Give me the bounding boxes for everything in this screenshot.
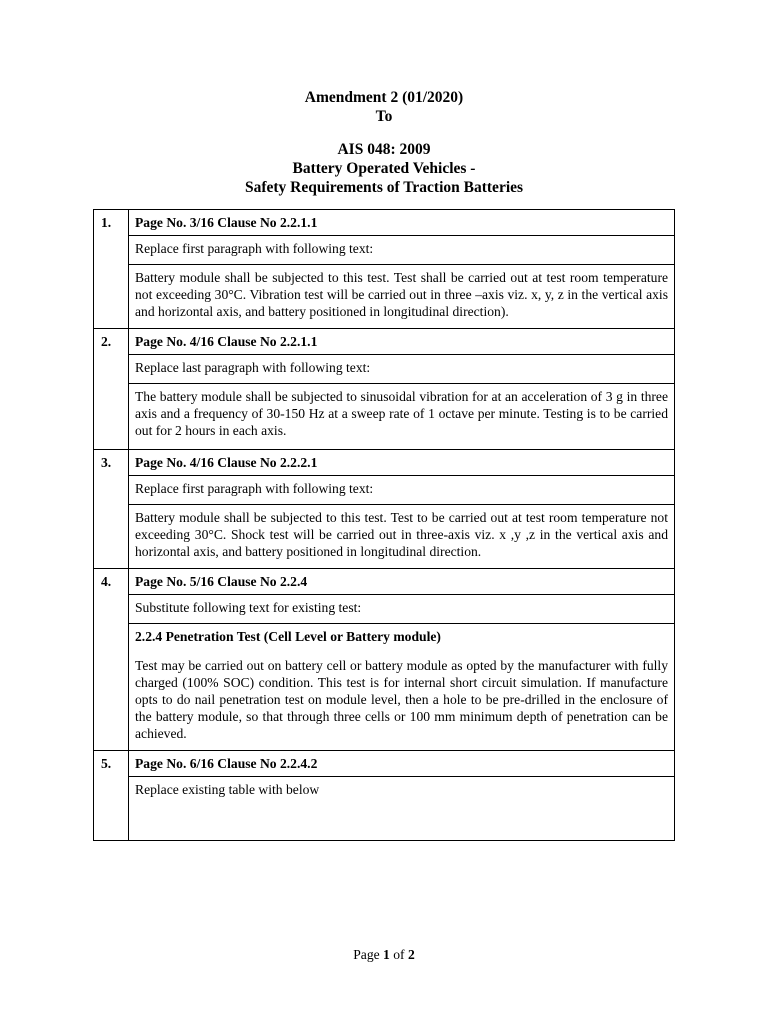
- page-of-label: of: [389, 947, 408, 962]
- standard-title-line1: Battery Operated Vehicles -: [292, 160, 476, 177]
- table-row: [94, 450, 675, 476]
- item-instruction: Replace first paragraph with following text:: [129, 476, 675, 505]
- item-number: 4.: [94, 569, 129, 751]
- table-row: [94, 751, 675, 777]
- item-text: Battery module shall be subjected to this test. Test shall be carried out at test room temperature not exceeding 30°C. Vibration test will be carried out in three –axis viz. x, y, z in the vertical axis and horizontal axis, and battery positioned in longitudinal direction).: [129, 265, 675, 329]
- item-heading: Page No. 3/16 Clause No 2.2.1.1: [129, 210, 675, 236]
- item-text-cell: [129, 624, 675, 751]
- amendment-to: To: [375, 108, 393, 125]
- table-row: [94, 265, 675, 329]
- table-row: [94, 595, 675, 624]
- item-instruction: Replace first paragraph with following text:: [129, 236, 675, 265]
- table-row: [94, 476, 675, 505]
- table-row: [94, 384, 675, 450]
- table-row: [94, 355, 675, 384]
- item-heading: Page No. 4/16 Clause No 2.2.1.1: [129, 329, 675, 355]
- item-heading: Page No. 4/16 Clause No 2.2.2.1: [129, 450, 675, 476]
- item-instruction: Replace last paragraph with following text:: [129, 355, 675, 384]
- page-current: 1: [383, 947, 390, 962]
- amendment-table: [93, 209, 675, 841]
- item-heading: Page No. 6/16 Clause No 2.2.4.2: [129, 751, 675, 777]
- table-row: [94, 210, 675, 236]
- standard-number: AIS 048: 2009: [337, 141, 431, 158]
- item-number: 2.: [94, 329, 129, 450]
- item-text: Test may be carried out on battery cell or battery module as opted by the manufacturer with fully charged (100% SOC) condition. This test is for internal short circuit simulation. If manufacture opts to do nail penetration test on module level, then a hole to be pre-drilled in the enclosure of the battery module, so that through three cells or 100 mm minimum depth of penetration can be achieved.: [135, 658, 668, 741]
- item-number: 5.: [94, 751, 129, 841]
- table-row: [94, 569, 675, 595]
- item-subheading: 2.2.4 Penetration Test (Cell Level or Battery module): [135, 629, 441, 644]
- item-heading: Page No. 5/16 Clause No 2.2.4: [129, 569, 675, 595]
- item-instruction: Substitute following text for existing test:: [129, 595, 675, 624]
- item-text: The battery module shall be subjected to sinusoidal vibration for at an acceleration of 3 g in three axis and a frequency of 30-150 Hz at a sweep rate of 1 octave per minute. Testing is to be carried out for 2 hours in each axis.: [129, 384, 675, 450]
- table-row: [94, 777, 675, 841]
- page-label: Page: [353, 947, 384, 962]
- amendment-title: Amendment 2 (01/2020): [304, 89, 464, 106]
- document-header: [0, 88, 768, 197]
- table-row: [94, 236, 675, 265]
- table-row: [94, 329, 675, 355]
- page-total: 2: [407, 947, 415, 962]
- item-text: Battery module shall be subjected to this test. Test to be carried out at test room temperature not exceeding 30°C. Shock test will be carried out in three-axis viz. x ,y ,z in the vertical axis and horizontal axis, and battery positioned in longitudinal direction.: [129, 505, 675, 569]
- page-footer: [0, 947, 768, 963]
- table-row: [94, 505, 675, 569]
- item-number: 3.: [94, 450, 129, 569]
- standard-title-line2: Safety Requirements of Traction Batteries: [244, 179, 524, 196]
- table-row: [94, 624, 675, 751]
- item-number: 1.: [94, 210, 129, 329]
- item-instruction: Replace existing table with below: [129, 777, 675, 841]
